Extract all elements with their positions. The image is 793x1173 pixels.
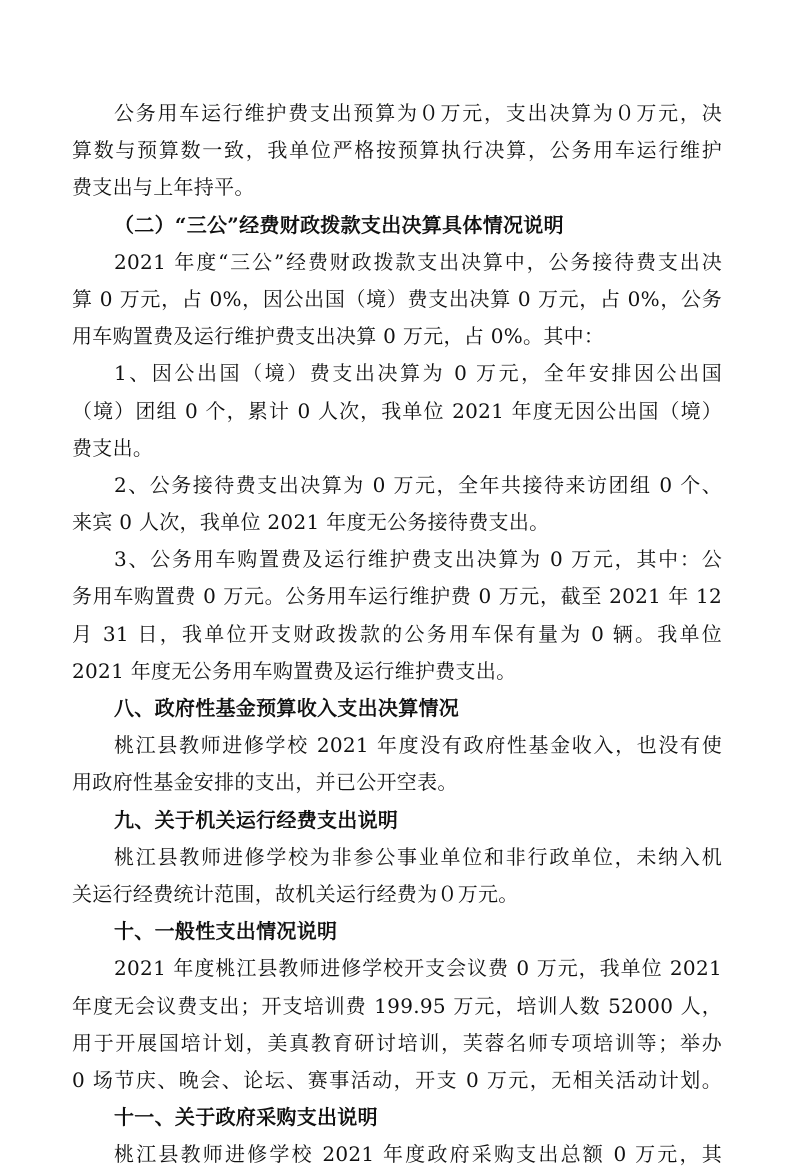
text-line: 2021 年度桃江县教师进修学校开支会议费 0 万元，我单位 2021 xyxy=(114,956,722,981)
text-line: 2021 年度无公务用车购置费及运行维护费支出。 xyxy=(72,658,517,683)
text-line: 关运行经费统计范围，故机关运行经费为０万元。 xyxy=(72,881,519,906)
section-heading: 九、关于机关运行经费支出说明 xyxy=(114,807,399,832)
text-line: 桃江县教师进修学校 2021 年度政府采购支出总额 0 万元，其 xyxy=(114,1142,722,1167)
text-line: 用政府性基金安排的支出，并已公开空表。 xyxy=(72,770,458,795)
text-line: 算数与预算数一致，我单位严格按预算执行决算，公务用车运行维护 xyxy=(72,138,722,163)
text-line: 公务用车运行维护费支出预算为０万元，支出决算为０万元，决 xyxy=(114,101,722,125)
text-line: 务用车购置费 0 万元。公务用车运行维护费 0 万元，截至 2021 年 12 xyxy=(72,584,722,609)
text-line: （境）团组 0 个，累计 0 人次，我单位 2021 年度无因公出国（境） xyxy=(72,398,722,423)
text-line: 桃江县教师进修学校为非参公事业单位和非行政单位，未纳入机 xyxy=(114,844,722,869)
text-line: 费支出与上年持平。 xyxy=(72,175,255,200)
section-heading: 八、政府性基金预算收入支出决算情况 xyxy=(114,696,460,720)
section-heading: 十、一般性支出情况说明 xyxy=(114,919,338,944)
text-line: 年度无会议费支出；开支培训费 199.95 万元，培训人数 52000 人， xyxy=(72,993,722,1018)
text-line: 用于开展国培计划，美真教育研讨培训，芙蓉名师专项培训等；举办 xyxy=(72,1030,722,1055)
text-line: 0 场节庆、晚会、论坛、赛事活动，开支 0 万元，无相关活动计划。 xyxy=(72,1067,722,1092)
text-line: 2021 年度“三公”经费财政拨款支出决算中，公务接待费支出决 xyxy=(114,249,722,274)
text-line: 用车购置费及运行维护费支出决算 0 万元，占 0%。其中： xyxy=(72,324,605,349)
text-line: 3、公务用车购置费及运行维护费支出决算为 0 万元，其中：公 xyxy=(114,547,722,572)
text-line: 2、公务接待费支出决算为 0 万元，全年共接待来访团组 0 个、 xyxy=(114,472,722,497)
text-line: 桃江县教师进修学校 2021 年度没有政府性基金收入，也没有使 xyxy=(114,733,722,758)
text-line: 来宾 0 人次，我单位 2021 年度无公务接待费支出。 xyxy=(72,510,550,535)
text-line: 月 31 日，我单位开支财政拨款的公务用车保有量为 0 辆。我单位 xyxy=(72,621,722,646)
text-line: 费支出。 xyxy=(72,435,154,460)
section-heading: （二）“三公”经费财政拨款支出决算具体情况说明 xyxy=(114,212,564,237)
text-line: 算 0 万元，占 0%，因公出国（境）费支出决算 0 万元，占 0%，公务 xyxy=(72,286,722,311)
text-line: 1、因公出国（境）费支出决算为 0 万元，全年安排因公出国 xyxy=(114,361,722,386)
document-body xyxy=(72,95,722,1173)
section-heading: 十一、关于政府采购支出说明 xyxy=(114,1105,378,1130)
